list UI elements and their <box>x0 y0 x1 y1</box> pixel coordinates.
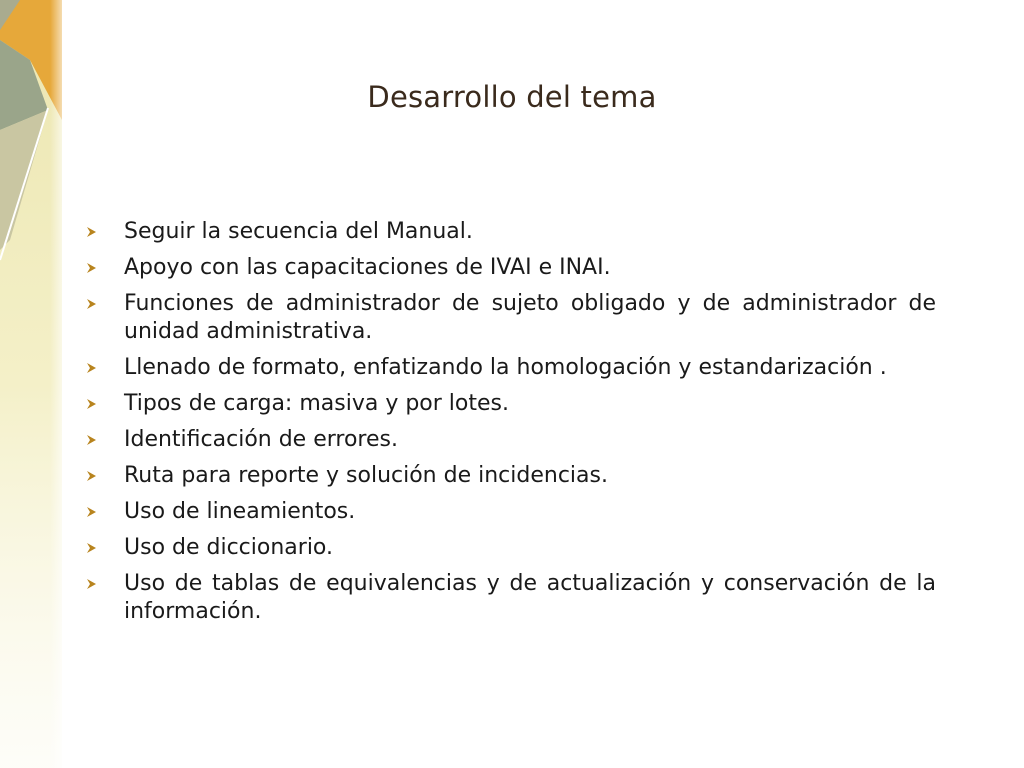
bullet-item <box>86 534 936 562</box>
bullet-item <box>86 254 936 282</box>
arrow-bullet-icon <box>86 426 124 454</box>
bullet-text: Llenado de formato, enfatizando la homologación y estandarización . <box>124 355 887 380</box>
bullet-text: Tipos de carga: masiva y por lotes. <box>124 391 509 416</box>
arrow-bullet-icon <box>86 254 124 282</box>
bullet-item <box>86 570 936 626</box>
arrow-bullet-icon <box>86 390 124 418</box>
bullet-item <box>86 218 936 246</box>
slide-title: Desarrollo del tema <box>367 80 657 114</box>
arrow-bullet-icon <box>86 354 124 382</box>
bullet-text: Uso de lineamientos. <box>124 499 356 524</box>
arrow-bullet-icon <box>86 218 124 246</box>
arrow-bullet-icon <box>86 534 124 562</box>
bullet-text: Uso de diccionario. <box>124 535 333 560</box>
bullet-text: Uso de tablas de equivalencias y de actualización y conservación de la información. <box>124 571 936 624</box>
left-decorative-band <box>0 0 62 768</box>
arrow-bullet-icon <box>86 290 124 318</box>
bullet-text: Identificación de errores. <box>124 427 398 452</box>
bullet-item <box>86 462 936 490</box>
bullet-item <box>86 498 936 526</box>
bullet-list <box>86 218 936 634</box>
bullet-item <box>86 390 936 418</box>
bullet-text: Apoyo con las capacitaciones de IVAI e INAI. <box>124 255 611 280</box>
bullet-text: Funciones de administrador de sujeto obligado y de administrador de unidad administrativa. <box>124 291 936 344</box>
arrow-bullet-icon <box>86 498 124 526</box>
bullet-text: Ruta para reporte y solución de incidencias. <box>124 463 608 488</box>
arrow-bullet-icon <box>86 570 124 598</box>
bullet-item <box>86 354 936 382</box>
bullet-item <box>86 426 936 454</box>
bullet-item <box>86 290 936 346</box>
bullet-text: Seguir la secuencia del Manual. <box>124 219 473 244</box>
arrow-bullet-icon <box>86 462 124 490</box>
